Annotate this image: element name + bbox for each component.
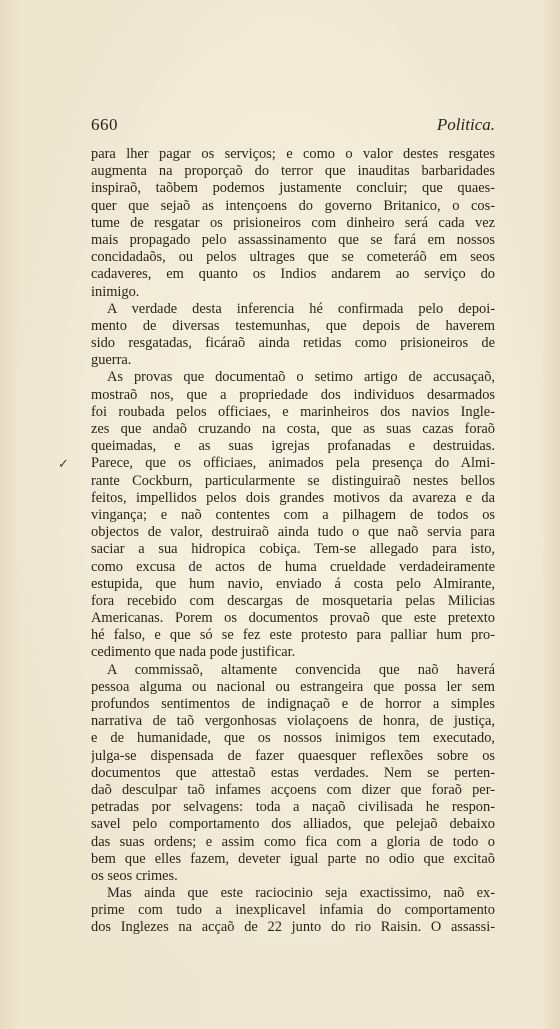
text-line: tume de resgatar os prisioneiros com dinheiro será cada vez xyxy=(91,214,495,231)
text-line: e de humanidade, que os nossos inimigos tem executado, xyxy=(91,730,495,747)
text-line: narrativa de taõ vergonhosas violaçoens de honra, de justiça, xyxy=(91,713,495,730)
text-line: inimigo. xyxy=(91,283,140,300)
text-line: Parece, que os officiaes, animados pela presença do Almi- xyxy=(91,455,495,472)
margin-tick-mark: ✓ xyxy=(58,456,69,471)
text-line: julga-se dispensada de fazer quaesquer reflexões sobre os xyxy=(91,747,495,764)
text-line: quer que sejaõ as intençoens do governo Britanico, o cos- xyxy=(91,197,495,214)
text-line: cedimento que nada pode justificar. xyxy=(91,644,296,661)
text-line: fora recebido com descargas de mosquetaria pelas Milicias xyxy=(91,592,495,609)
text-line: Americanas. Porem os documentos provaõ que este pretexto xyxy=(91,610,495,627)
page-header xyxy=(91,115,495,137)
running-title: Politica. xyxy=(436,115,495,134)
page-number: 660 xyxy=(91,115,118,134)
text-line: profundos sentimentos de indignaçaõ e de horror a simples xyxy=(91,696,495,712)
text-line: petradas por selvagens: toda a naçaõ civilisada he respon- xyxy=(91,799,495,816)
text-line: inspiraõ, taõbem podemos justamente concluir; que quaes- xyxy=(91,180,495,197)
text-line: zes que andaõ cruzando na costa, que as suas cazas foraõ xyxy=(91,421,495,437)
text-line: mais propagado pelo assassinamento que se fará em nossos xyxy=(91,231,495,248)
text-line: como excusa de actos de huma crueldade verdadeiramente xyxy=(91,558,495,575)
text-line: vingança; e naõ contentes com a pilhagem de todos os xyxy=(91,506,495,523)
text-line: rante Cockburn, particularmente se distinguiraõ nestes bellos xyxy=(91,472,495,489)
text-line: feitos, impellidos pelos dois grandes motivos da avareza e da xyxy=(91,489,495,506)
text-line: os seos crimes. xyxy=(91,867,178,884)
text-line: objectos de valor, destruiraõ ainda tudo o que naõ servia para xyxy=(91,524,495,541)
text-line: saciar a sua hidropica cobiça. Tem-se allegado para isto, xyxy=(91,541,495,558)
text-line: bem que elles fazem, deveter igual parte no odio que excitaõ xyxy=(91,850,495,867)
text-line: das suas ordens; e assim como fica com a gloria de todo o xyxy=(91,833,495,850)
text-line: foi roubada pelos officiaes, e marinheiros dos navios Ingle- xyxy=(91,403,495,420)
text-line: A commissaõ, altamente convencida que naõ haverá xyxy=(107,661,495,678)
text-line: daõ desculpar taõ infames acçoens com dizer que foraõ per- xyxy=(91,781,495,798)
text-line: estupida, que hum navio, enviado á costa pelo Almirante, xyxy=(91,575,495,592)
text-line: dos Inglezes na acçaõ de 22 junto do rio Raisin. O assassi- xyxy=(91,919,495,936)
text-line: prime com tudo a inexplicavel infamia do comportamento xyxy=(91,902,495,919)
text-line: A verdade desta inferencia hé confirmada pelo depoi- xyxy=(107,300,495,317)
text-line: augmenta na proporçaõ do terror que inauditas barbaridades xyxy=(91,163,495,180)
text-line: mento de diversas testemunhas, que depois de haverem xyxy=(91,317,495,334)
text-line: guerra. xyxy=(91,352,132,369)
text-line: documentos que attestaõ estas verdades. Nem se perten- xyxy=(91,764,495,781)
text-line: queimadas, e as suas igrejas profanadas e destruidas. xyxy=(91,438,495,455)
body-text xyxy=(91,146,495,937)
text-line: mostraõ nos, que a propriedade dos individuos desarmados xyxy=(91,386,495,403)
text-line: pessoa alguma ou nacional ou estrangeira que possa ler sem xyxy=(91,678,495,695)
text-line: savel pelo comportamento dos alliados, que pelejaõ debaixo xyxy=(91,816,495,833)
text-line: para lher pagar os serviços; e como o valor destes resgates xyxy=(91,146,495,162)
text-line: concidadaõs, ou pelos ultrages que se cometeráõ em seos xyxy=(91,249,495,266)
text-line: sido resgatadas, ficáraõ ainda retidas como prisioneiros de xyxy=(91,335,495,352)
text-line: hé falso, e que só se fez este protesto para palliar hum pro- xyxy=(91,627,495,644)
text-line: As provas que documentaõ o setimo artigo de accusaçaõ, xyxy=(107,369,495,386)
text-line: Mas ainda que este raciocinio seja exactissimo, naõ ex- xyxy=(107,885,495,902)
text-line: cadaveres, em quanto os Indios andarem ao serviço do xyxy=(91,266,495,283)
